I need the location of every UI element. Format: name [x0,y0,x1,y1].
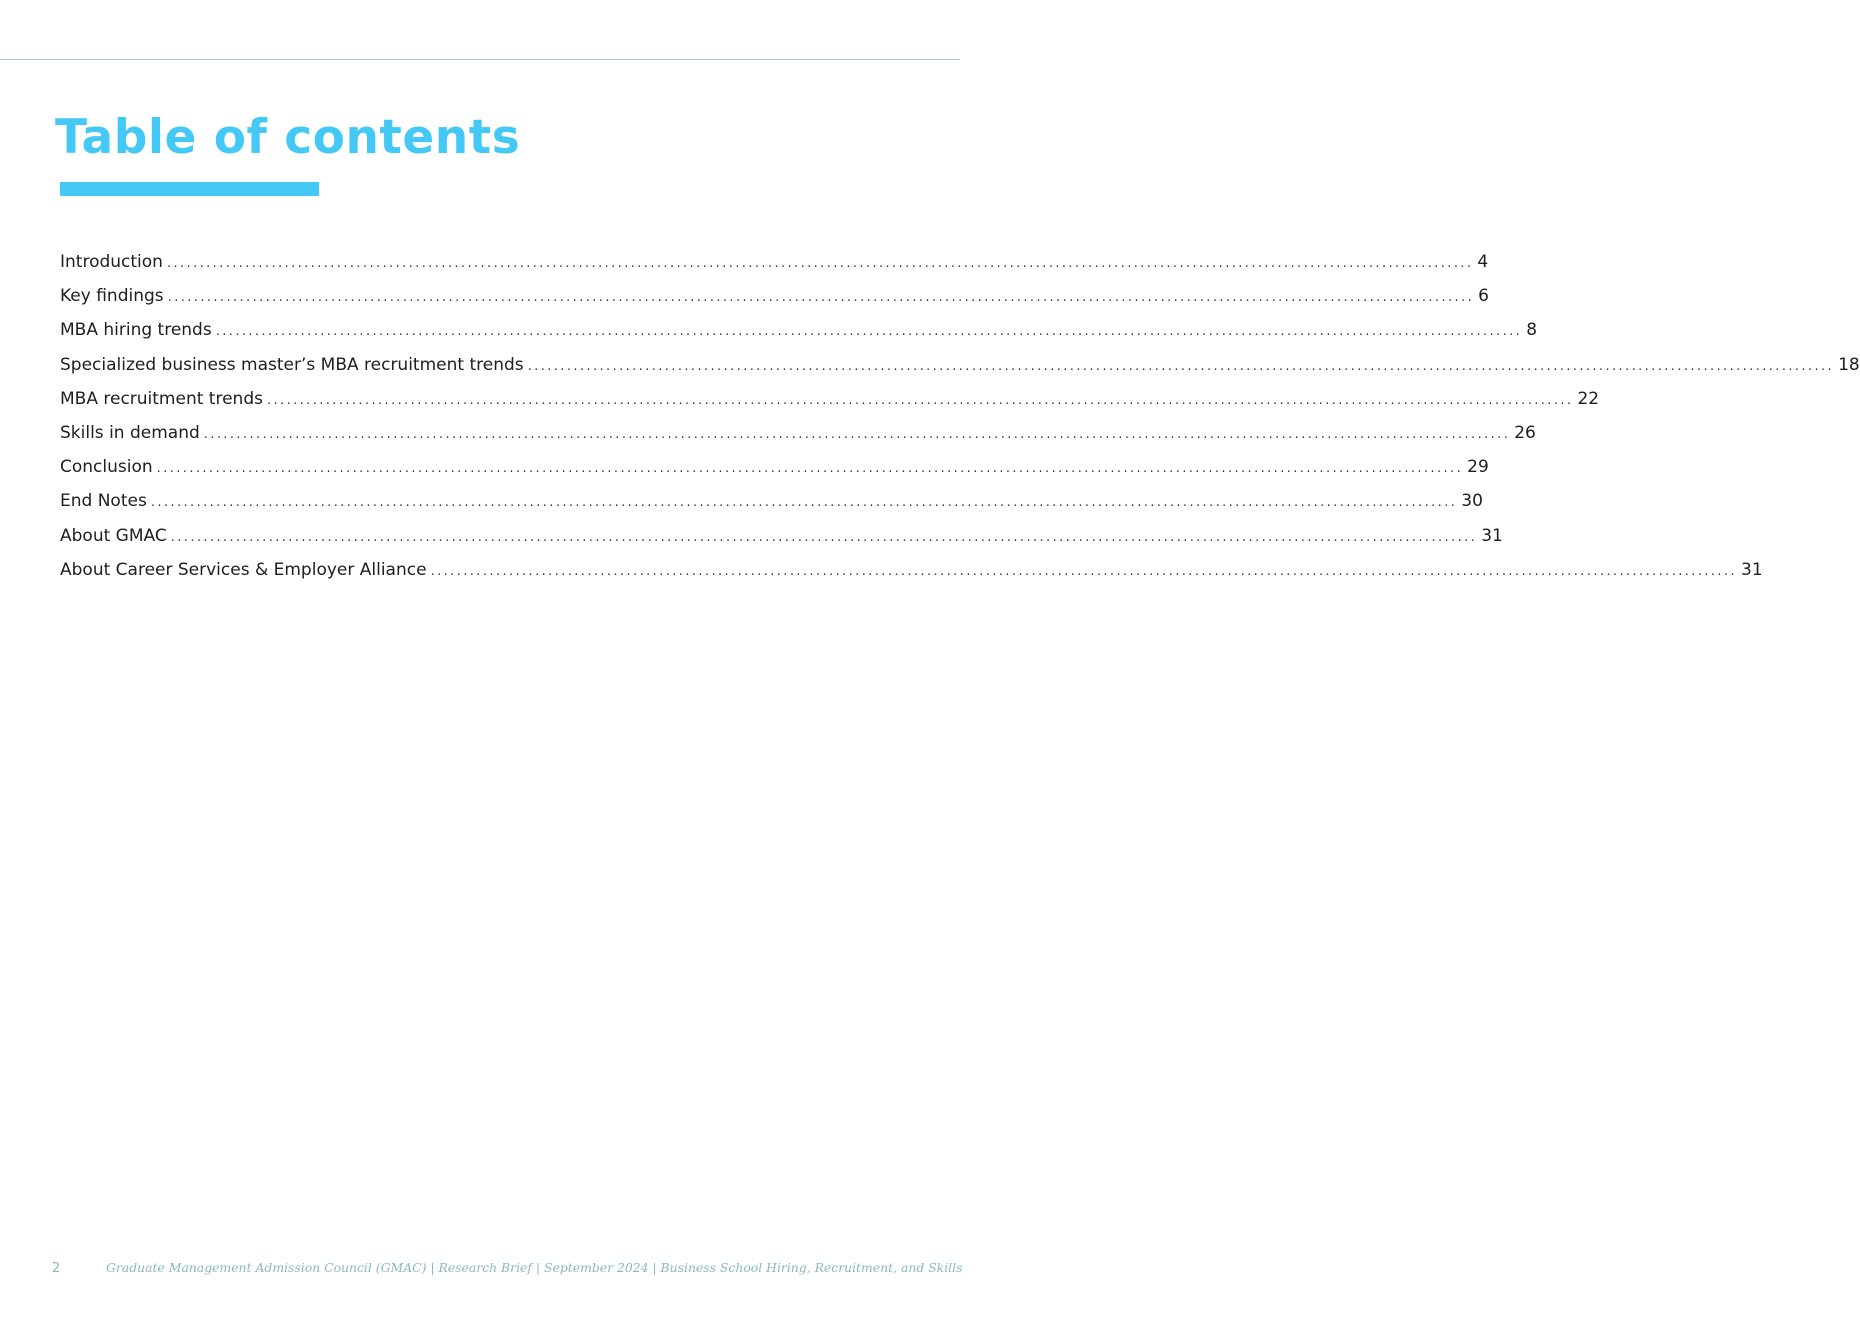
toc-entry-introduction[interactable] [60,252,1489,286]
toc-entry-label: Skills in demand [60,422,200,443]
toc-entry-page: 22 [1577,388,1600,409]
dot-leader: ........................................................................................................................................................................................................ [150,495,1458,511]
toc-entry-label: End Notes [60,491,147,512]
toc-entry-about-career-services[interactable] [60,559,1763,594]
toc-entry-about-gmac[interactable] [60,525,1503,560]
toc-entry-page: 29 [1467,457,1489,478]
header-rule [0,59,960,60]
toc-entry-conclusion[interactable] [60,457,1489,491]
dot-leader: ........................................................................................................................................................................................................ [266,392,1574,408]
dot-leader: ........................................................................................................................................................................................................ [170,529,1478,545]
toc-entry-mba-hiring-trends[interactable] [60,320,1538,354]
toc-entry-specialized-masters-trends[interactable] [60,354,1860,389]
toc-entry-page: 31 [1481,525,1503,546]
toc-entry-end-notes[interactable] [60,491,1483,525]
toc-entry-page: 30 [1461,491,1483,512]
dot-leader: ........................................................................................................................................................................................................ [156,461,1464,477]
toc-entry-label: Conclusion [60,457,153,478]
dot-leader: ........................................................................................................................................................................................................ [527,358,1835,374]
toc-entry-key-findings[interactable] [60,286,1489,320]
toc-entry-page: 6 [1478,286,1489,307]
toc-entry-page: 8 [1526,320,1538,341]
toc-entry-label: Key findings [60,286,164,307]
table-of-contents [60,252,1860,594]
toc-entry-label: About GMAC [60,525,167,546]
dot-leader: ........................................................................................................................................................................................................ [430,563,1738,579]
footer-page-number: 2 [52,1261,61,1276]
toc-entry-label: MBA recruitment trends [60,388,263,409]
toc-entry-label: Introduction [60,252,163,272]
toc-entry-page: 18 [1838,354,1860,375]
dot-leader: ........................................................................................................................................................................................................ [166,256,1474,271]
dot-leader: ........................................................................................................................................................................................................ [215,324,1523,340]
page-title: Table of contents [55,110,521,165]
title-underline-bar [60,182,319,196]
toc-entry-label: Specialized business master’s MBA recruitment trends [60,354,524,375]
toc-entry-page: 31 [1741,559,1763,580]
toc-entry-page: 4 [1477,252,1489,272]
page-footer [0,1258,1020,1282]
toc-entry-mba-recruitment-trends[interactable] [60,388,1600,423]
toc-entry-label: MBA hiring trends [60,320,212,341]
dot-leader: ........................................................................................................................................................................................................ [167,290,1475,306]
toc-entry-label: About Career Services & Employer Alliance [60,559,427,580]
footer-running-text: Graduate Management Admission Council (GMAC) | Research Brief | September 2024 | Business School Hiring, Recruitment, and Skills [106,1260,963,1275]
toc-entry-page: 26 [1514,422,1536,443]
toc-entry-skills-in-demand[interactable] [60,422,1536,457]
dot-leader: ........................................................................................................................................................................................................ [203,426,1511,442]
